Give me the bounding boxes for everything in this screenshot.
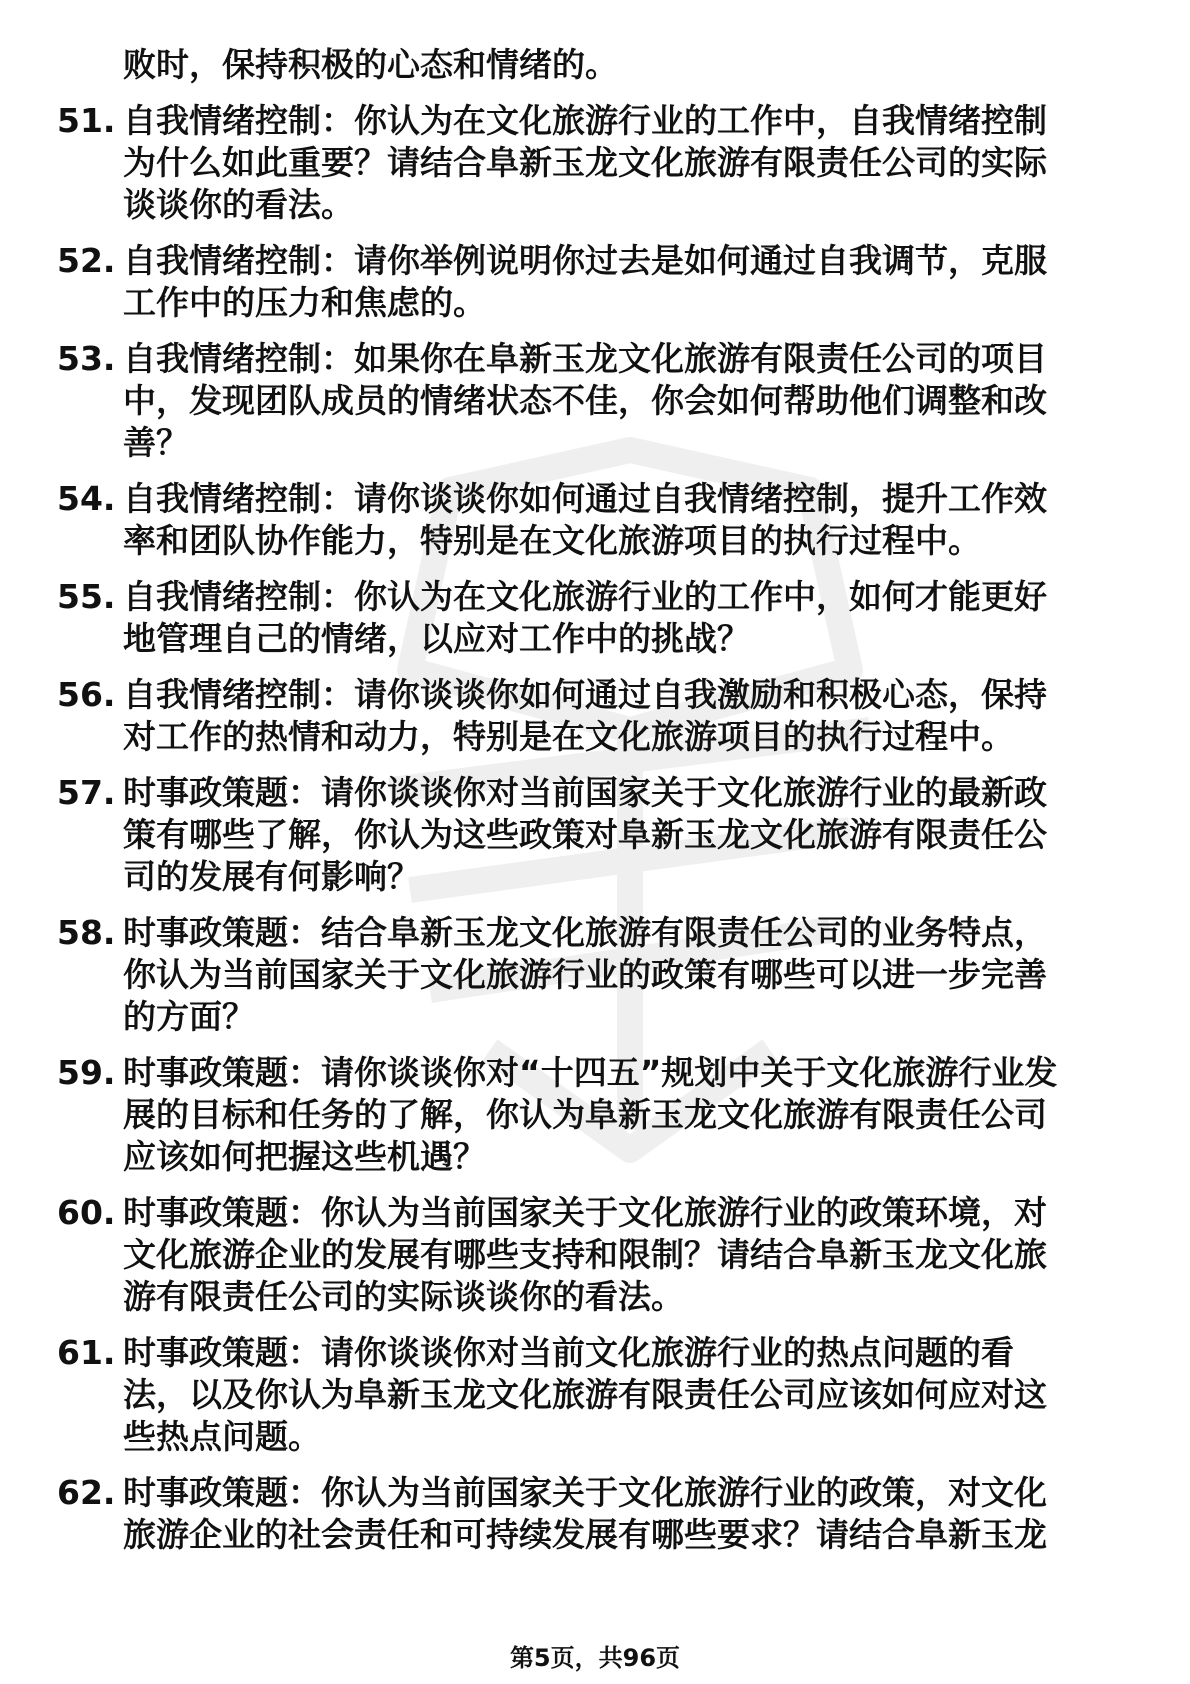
question-item [57,772,1117,898]
question-item [57,100,1117,226]
question-text-line: 时事政策题：结合阜新玉龙文化旅游有限责任公司的业务特点， [123,913,1047,952]
question-text-line: 应该如何把握这些机遇？ [123,1137,486,1176]
question-number: 55. [57,577,116,616]
question-text-line: 你认为当前国家关于文化旅游行业的政策有哪些可以进一步完善 [123,955,1047,994]
question-number: 52. [57,241,116,280]
question-number: 61. [57,1333,116,1372]
question-text [123,100,1117,226]
question-text-line: 时事政策题：请你谈谈你对“十四五”规划中关于文化旅游行业发 [123,1053,1058,1092]
page-number: 第5页，共96页 [509,1644,681,1672]
question-item [57,576,1117,660]
question-text-line: 率和团队协作能力，特别是在文化旅游项目的执行过程中。 [123,521,981,560]
question-item [57,912,1117,1038]
question-item [57,1052,1117,1178]
question-number: 62. [57,1473,116,1512]
question-number: 53. [57,339,116,378]
question-text [123,1332,1117,1458]
question-number: 59. [57,1053,116,1092]
question-text-line: 自我情绪控制：你认为在文化旅游行业的工作中，如何才能更好 [123,577,1047,616]
question-text-line: 时事政策题：请你谈谈你对当前文化旅游行业的热点问题的看 [123,1333,1014,1372]
question-text-line: 策有哪些了解，你认为这些政策对阜新玉龙文化旅游有限责任公 [123,815,1047,854]
question-text-line: 些热点问题。 [123,1417,321,1456]
question-item [57,1332,1117,1458]
question-text-line: 的方面？ [123,997,255,1036]
question-text-line: 自我情绪控制：你认为在文化旅游行业的工作中，自我情绪控制 [123,101,1047,140]
question-text-line: 为什么如此重要？请结合阜新玉龙文化旅游有限责任公司的实际 [123,143,1047,182]
question-text [123,772,1117,898]
question-number: 56. [57,675,116,714]
question-text [123,1192,1117,1318]
question-item [57,338,1117,464]
question-text [123,1472,1117,1556]
question-text-line: 法，以及你认为阜新玉龙文化旅游有限责任公司应该如何应对这 [123,1375,1047,1414]
question-text [123,1052,1117,1178]
question-text [123,912,1117,1038]
question-item [57,674,1117,758]
question-text [123,576,1117,660]
question-text [123,674,1117,758]
question-number: 60. [57,1193,116,1232]
question-text-line: 时事政策题：你认为当前国家关于文化旅游行业的政策环境，对 [123,1193,1047,1232]
question-text-line: 对工作的热情和动力，特别是在文化旅游项目的执行过程中。 [123,717,1014,756]
question-text-line: 时事政策题：你认为当前国家关于文化旅游行业的政策，对文化 [123,1473,1047,1512]
question-item [57,478,1117,562]
question-text-line: 自我情绪控制：如果你在阜新玉龙文化旅游有限责任公司的项目 [123,339,1047,378]
question-text-line: 文化旅游企业的发展有哪些支持和限制？请结合阜新玉龙文化旅 [123,1235,1047,1274]
question-text-line: 谈谈你的看法。 [123,185,354,224]
question-text-line: 司的发展有何影响？ [123,857,420,896]
question-text-line: 游有限责任公司的实际谈谈你的看法。 [123,1277,684,1316]
question-text-line: 中，发现团队成员的情绪状态不佳，你会如何帮助他们调整和改 [123,381,1047,420]
question-text-line: 地管理自己的情绪，以应对工作中的挑战？ [123,619,750,658]
question-text [123,478,1117,562]
continued-line: 败时，保持积极的心态和情绪的。 [123,45,618,84]
question-item [57,240,1117,324]
question-number: 54. [57,479,116,518]
question-number: 51. [57,101,116,140]
question-text [123,240,1117,324]
question-number: 58. [57,913,116,952]
question-number: 57. [57,773,116,812]
question-text-line: 旅游企业的社会责任和可持续发展有哪些要求？请结合阜新玉龙 [123,1515,1047,1554]
question-text-line: 工作中的压力和焦虑的。 [123,283,486,322]
question-list [57,44,1117,1556]
question-text-line: 自我情绪控制：请你谈谈你如何通过自我激励和积极心态，保持 [123,675,1047,714]
question-text-line: 善？ [123,423,189,462]
question-item [57,1472,1117,1556]
question-text [123,338,1117,464]
question-item [57,1192,1117,1318]
question-text-line: 时事政策题：请你谈谈你对当前国家关于文化旅游行业的最新政 [123,773,1047,812]
question-text-line: 展的目标和任务的了解，你认为阜新玉龙文化旅游有限责任公司 [123,1095,1047,1134]
question-text-line: 自我情绪控制：请你举例说明你过去是如何通过自我调节，克服 [123,241,1047,280]
question-text-line: 自我情绪控制：请你谈谈你如何通过自我情绪控制，提升工作效 [123,479,1047,518]
